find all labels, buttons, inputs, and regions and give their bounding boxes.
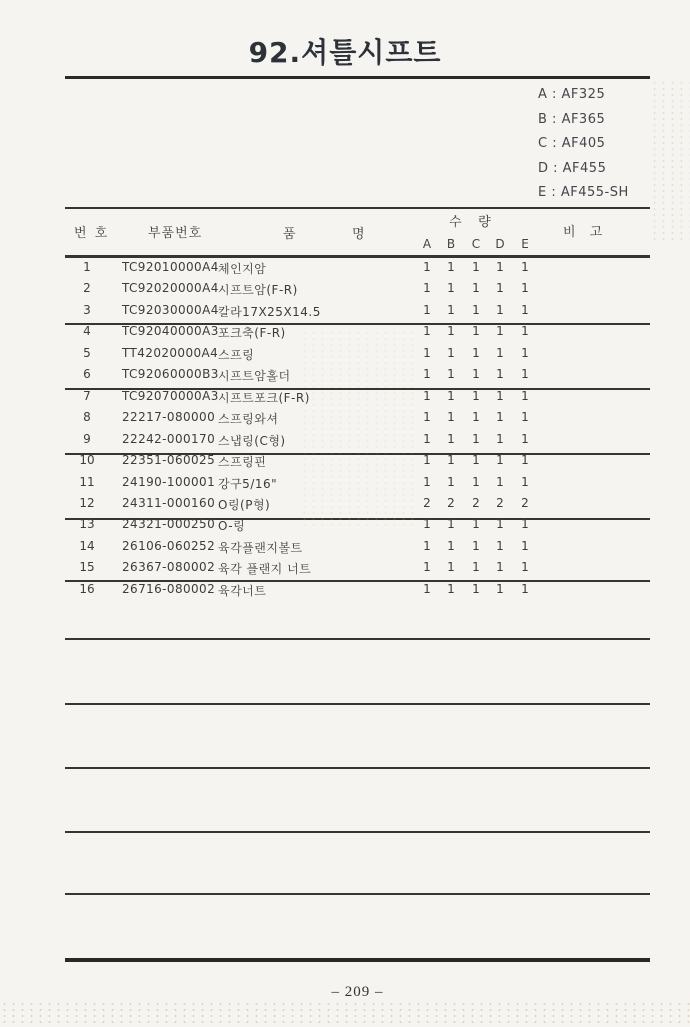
quantity-cell: 1 xyxy=(521,538,529,553)
part-number-cell: 22242-000170 xyxy=(122,431,216,446)
row-number-cell: 4 xyxy=(83,324,91,339)
quantity-cell: 1 xyxy=(521,302,529,317)
quantity-cell: 1 xyxy=(496,388,504,403)
quantity-cell: 1 xyxy=(472,345,480,360)
table-row xyxy=(0,517,690,537)
title-divider-rule xyxy=(65,76,650,79)
quantity-cell: 1 xyxy=(447,517,455,532)
quantity-cell: 1 xyxy=(423,302,431,317)
part-name-cell: 육각너트 xyxy=(218,583,267,598)
quantity-cell: 2 xyxy=(447,495,455,510)
blank-rule-4 xyxy=(65,831,650,833)
part-name-cell: 체인지암 xyxy=(218,262,267,276)
table-row xyxy=(0,346,690,366)
row-number-cell: 13 xyxy=(79,517,95,532)
quantity-cell: 1 xyxy=(521,410,529,425)
col-header-part-number: 부품번호 xyxy=(148,226,203,241)
quantity-cell: 1 xyxy=(472,517,480,532)
part-number-cell: TC92060000B3 xyxy=(122,367,219,382)
row-number-cell: 1 xyxy=(83,260,91,274)
part-name-cell: O-링 xyxy=(218,519,246,534)
quantity-cell: 1 xyxy=(447,367,455,382)
row-number-cell: 15 xyxy=(79,560,95,575)
quantity-cell: 1 xyxy=(496,517,504,532)
page-title: 92.셔틀시프트 xyxy=(248,36,442,69)
quantity-cell: 1 xyxy=(496,453,504,468)
table-header-rule xyxy=(65,255,650,258)
quantity-cell: 1 xyxy=(521,260,529,274)
quantity-cell: 1 xyxy=(472,367,480,382)
quantity-cell: 1 xyxy=(423,538,431,553)
quantity-cell: 2 xyxy=(423,495,431,510)
quantity-cell: 1 xyxy=(472,281,480,296)
part-name-cell: 스프링와셔 xyxy=(218,412,279,427)
row-number-cell: 7 xyxy=(83,388,91,403)
quantity-cell: 1 xyxy=(521,517,529,532)
quantity-cell: 1 xyxy=(496,410,504,425)
page-bottom-rule xyxy=(65,958,650,962)
part-name-cell: 시프트암(F-R) xyxy=(218,283,298,298)
model-legend xyxy=(538,87,629,210)
quantity-cell: 1 xyxy=(447,474,455,489)
quantity-cell: 1 xyxy=(496,302,504,317)
quantity-column-letter: A xyxy=(422,237,432,251)
quantity-cell: 1 xyxy=(423,281,431,296)
quantity-cell: 1 xyxy=(472,410,480,425)
table-row xyxy=(0,281,690,301)
quantity-cell: 1 xyxy=(447,260,455,274)
quantity-column-letter: D xyxy=(495,237,505,251)
row-number-cell: 3 xyxy=(83,302,91,317)
quantity-cell: 1 xyxy=(472,474,480,489)
table-row xyxy=(0,260,690,280)
quantity-cell: 1 xyxy=(447,560,455,575)
legend-item: B : AF365 xyxy=(538,111,606,127)
quantity-cell: 1 xyxy=(447,431,455,446)
part-name-cell: O링(P형) xyxy=(218,497,271,512)
quantity-cell: 1 xyxy=(496,538,504,553)
part-name-cell: 육각플랜지볼트 xyxy=(218,540,303,555)
quantity-cell: 2 xyxy=(496,495,504,510)
quantity-cell: 1 xyxy=(447,302,455,317)
legend-item: D : AF455 xyxy=(538,160,607,176)
quantity-cell: 1 xyxy=(496,260,504,274)
table-row xyxy=(0,410,690,430)
quantity-cell: 1 xyxy=(521,560,529,575)
row-number-cell: 16 xyxy=(79,581,95,596)
part-name-cell: 스프링핀 xyxy=(218,455,267,470)
quantity-cell: 1 xyxy=(496,324,504,339)
table-row xyxy=(0,389,690,409)
quantity-cell: 1 xyxy=(472,560,480,575)
quantity-cell: 1 xyxy=(496,560,504,575)
part-number-cell: TC92010000A4 xyxy=(122,260,219,274)
quantity-cell: 1 xyxy=(423,560,431,575)
part-number-cell: 24311-000160 xyxy=(122,495,216,510)
quantity-cell: 1 xyxy=(521,581,529,596)
table-row xyxy=(0,560,690,580)
table-row xyxy=(0,432,690,452)
quantity-cell: 1 xyxy=(496,581,504,596)
part-number-cell: TC92020000A4 xyxy=(122,281,219,296)
quantity-cell: 1 xyxy=(472,431,480,446)
part-number-cell: 26106-060252 xyxy=(122,538,216,553)
quantity-cell: 1 xyxy=(472,581,480,596)
quantity-cell: 1 xyxy=(521,474,529,489)
quantity-cell: 1 xyxy=(423,324,431,339)
quantity-cell: 1 xyxy=(472,453,480,468)
quantity-cell: 1 xyxy=(447,324,455,339)
quantity-cell: 1 xyxy=(423,367,431,382)
quantity-cell: 1 xyxy=(447,453,455,468)
blank-rule-5 xyxy=(65,893,650,895)
part-number-cell: 26716-080002 xyxy=(122,581,216,596)
quantity-cell: 1 xyxy=(521,345,529,360)
table-row xyxy=(0,453,690,473)
quantity-cell: 1 xyxy=(496,474,504,489)
quantity-cell: 1 xyxy=(447,281,455,296)
quantity-cell: 1 xyxy=(521,453,529,468)
quantity-cell: 1 xyxy=(447,345,455,360)
quantity-cell: 1 xyxy=(423,345,431,360)
quantity-cell: 1 xyxy=(521,388,529,403)
quantity-column-letter: C xyxy=(471,237,481,251)
quantity-cell: 1 xyxy=(423,581,431,596)
table-row xyxy=(0,475,690,495)
scan-noise-bottom xyxy=(0,1001,690,1027)
part-number-cell: TC92070000A3 xyxy=(122,388,219,403)
col-header-name-left: 품 xyxy=(283,227,296,242)
quantity-cell: 1 xyxy=(447,581,455,596)
quantity-column-letter: B xyxy=(446,237,456,251)
quantity-cell: 1 xyxy=(447,388,455,403)
row-number-cell: 2 xyxy=(83,281,91,296)
blank-rule-3 xyxy=(65,767,650,769)
quantity-cell: 1 xyxy=(472,302,480,317)
quantity-cell: 1 xyxy=(423,410,431,425)
row-number-cell: 14 xyxy=(79,538,95,553)
quantity-cell: 1 xyxy=(423,453,431,468)
row-number-cell: 12 xyxy=(79,495,95,510)
quantity-column-letter: E xyxy=(521,237,529,251)
quantity-cell: 1 xyxy=(521,367,529,382)
part-name-cell: 칼라17X25X14.5 xyxy=(218,304,321,319)
part-name-cell: 스냅링(C형) xyxy=(218,433,286,448)
row-number-cell: 6 xyxy=(83,367,91,382)
table-row xyxy=(0,539,690,559)
table-top-rule xyxy=(65,207,650,209)
quantity-cell: 1 xyxy=(423,517,431,532)
quantity-cell: 1 xyxy=(496,367,504,382)
quantity-cell: 1 xyxy=(521,281,529,296)
table-row xyxy=(0,303,690,323)
quantity-cell: 2 xyxy=(472,495,480,510)
table-row xyxy=(0,496,690,516)
blank-rule-2 xyxy=(65,703,650,705)
part-number-cell: 22217-080000 xyxy=(122,410,216,425)
part-number-cell: TT42020000A4 xyxy=(122,345,219,360)
quantity-cell: 1 xyxy=(472,388,480,403)
part-number-cell: TC92040000A3 xyxy=(122,324,219,339)
row-number-cell: 8 xyxy=(83,410,91,425)
quantity-cell: 1 xyxy=(521,324,529,339)
scan-noise-right xyxy=(650,80,690,240)
quantity-cell: 1 xyxy=(472,324,480,339)
quantity-cell: 1 xyxy=(496,345,504,360)
quantity-cell: 1 xyxy=(423,388,431,403)
quantity-cell: 1 xyxy=(496,431,504,446)
part-name-cell: 시프트암홀더 xyxy=(218,369,291,384)
quantity-cell: 1 xyxy=(521,431,529,446)
part-number-cell: 26367-080002 xyxy=(122,560,216,575)
table-row xyxy=(0,367,690,387)
quantity-cell: 1 xyxy=(496,281,504,296)
part-name-cell: 스프링 xyxy=(218,347,255,362)
part-name-cell: 강구5/16" xyxy=(218,476,278,491)
col-header-number: 번 호 xyxy=(74,226,110,241)
part-name-cell: 육각 플랜지 너트 xyxy=(218,562,312,577)
legend-item: C : AF405 xyxy=(538,136,606,151)
quantity-cell: 1 xyxy=(472,260,480,274)
quantity-cell: 1 xyxy=(472,538,480,553)
row-number-cell: 11 xyxy=(79,474,95,489)
quantity-cell: 1 xyxy=(447,410,455,425)
table-row xyxy=(0,582,690,602)
col-header-name-right: 명 xyxy=(352,227,365,242)
blank-rule-1 xyxy=(65,638,650,640)
part-number-cell: 24321-000250 xyxy=(122,517,216,532)
quantity-cell: 1 xyxy=(423,260,431,274)
part-number-cell: 22351-060025 xyxy=(122,453,216,468)
legend-item: E : AF455-SH xyxy=(538,185,629,200)
col-header-quantity: 수 량 xyxy=(449,215,491,230)
part-number-cell: TC92030000A4 xyxy=(122,302,219,317)
table-row xyxy=(0,324,690,344)
col-header-remark: 비 고 xyxy=(563,225,608,240)
page-number: – 209 – xyxy=(331,984,384,1000)
quantity-cell: 2 xyxy=(521,495,529,510)
part-number-cell: 24190-100001 xyxy=(122,474,216,489)
quantity-cell: 1 xyxy=(423,431,431,446)
quantity-cell: 1 xyxy=(423,474,431,489)
row-number-cell: 9 xyxy=(83,431,91,446)
quantity-cell: 1 xyxy=(447,538,455,553)
row-number-cell: 5 xyxy=(83,345,91,360)
part-name-cell: 시프트포크(F-R) xyxy=(218,390,310,405)
row-number-cell: 10 xyxy=(79,453,95,468)
part-name-cell: 포크축(F-R) xyxy=(218,326,286,341)
legend-item: A : AF325 xyxy=(538,87,606,102)
